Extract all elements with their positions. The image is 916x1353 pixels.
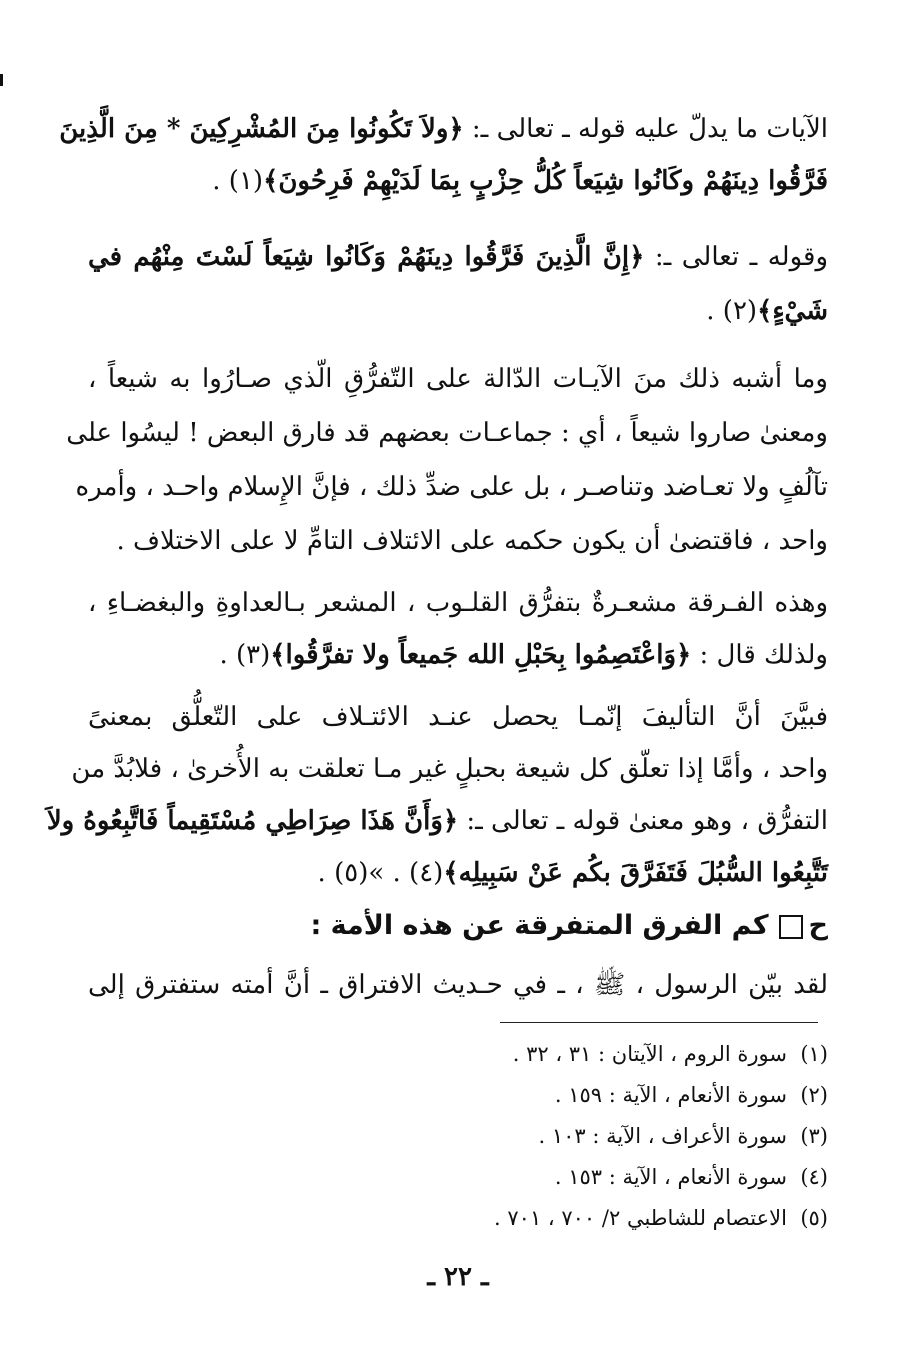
text-line — [88, 294, 828, 328]
footnote-ref: (١) . — [212, 166, 264, 196]
text-line: ولذلك قال : ﴿وَاعْتَصِمُوا بِحَبْلِ الله جَميعاً ولا تفرَّقُوا﴾(٣) . — [219, 640, 828, 670]
text-line: واحد ، وأمَّا إذا تعلّق كل شيعة بحبلٍ غير مـا تعلقت به الأُخرىٰ ، فلابُدَّ من — [71, 754, 828, 784]
page-number: ـ ٢٢ ـ — [427, 1262, 489, 1292]
section-heading — [88, 908, 828, 944]
quran-quote: تَتَّبِعُوا السُّبُلَ فَتَفَرَّقَ بكُم عَنْ سَبِيلِه﴾ — [443, 858, 828, 888]
text-line — [88, 856, 828, 890]
text-line: وما أشبه ذلك منَ الآيـات الدّالة على التّفرُّقِ الّذي صـارُوا به شيعاً ، — [88, 364, 828, 394]
quran-quote: شَيْءٍ﴾ — [757, 296, 828, 326]
checkbox-square-icon — [779, 915, 803, 939]
text-line — [88, 164, 828, 198]
text-line: ومعنىٰ صاروا شيعاً ، أي : جماعـات بعضهم قد فارق البعض ! ليسُوا على — [66, 418, 828, 448]
footnote-divider — [500, 1022, 818, 1023]
footnote: (٣) سورة الأعراف ، الآية : ١٠٣ . — [538, 1124, 828, 1148]
quran-quote: ﴿وَاعْتَصِمُوا بِحَبْلِ الله جَميعاً ولا تفرَّقُوا﴾ — [270, 640, 692, 670]
footnote: (٥) الاعتصام للشاطبي ٢/ ٧٠٠ ، ٧٠١ . — [494, 1206, 828, 1230]
quran-quote: ﴿إِنَّ الَّذِينَ فَرَّقُوا دِينَهُمْ وَكَانُوا شِيَعاً لَسْتَ مِنْهُم في — [88, 242, 645, 272]
text-line: التفرُّق ، وهو معنىٰ قوله ـ تعالى ـ: ﴿وَأَنَّ هَذَا صِرَاطِي مُسْتَقِيماً فَاتَّبِعُوهُ ولاَ — [46, 806, 828, 836]
text-line: تآلُفٍ ولا تعـاضد وتناصـر ، بل على ضدِّ ذلك ، فإنَّ الإِسلام واحـد ، وأمره — [75, 472, 828, 502]
heading-text: كم الفرق المتفرقة عن هذه الأمة : — [310, 910, 769, 941]
margin-mark — [0, 74, 3, 86]
quran-quote: فَرَّقُوا دِينَهُمْ وكَانُوا شِيَعاً كُلُّ حِزْبٍ بِمَا لَدَيْهِمْ فَرِحُونَ﴾ — [263, 166, 828, 196]
text-line: وهذه الفـرقة مشعـرةٌ بتفرُّق القلـوب ، المشعر بـالعداوةِ والبغضـاءِ ، — [88, 588, 828, 618]
quran-quote: ﴿وَأَنَّ هَذَا صِرَاطِي مُسْتَقِيماً فَاتَّبِعُوهُ ولاَ — [46, 806, 459, 836]
heading-letter: ح — [808, 910, 828, 941]
footnote-ref: (٢) . — [706, 296, 758, 326]
text-line: لقد بيّن الرسول ، ﷺ ، ـ في حـديث الافتراق ـ أنَّ أمته ستفترق إلى — [88, 970, 828, 1000]
footnote: (٤) سورة الأنعام ، الآية : ١٥٣ . — [554, 1165, 828, 1189]
quran-quote: ﴿ولاَ تَكُونُوا مِنَ المُشْرِكِينَ * مِنَ الَّذِينَ — [59, 114, 464, 144]
text-line: الآيات ما يدلّ عليه قوله ـ تعالى ـ: ﴿ولاَ تَكُونُوا مِنَ المُشْرِكِينَ * مِنَ الَّذِينَ — [59, 114, 828, 144]
footnote-ref: (٤) . »(٥) . — [317, 858, 444, 888]
footnote: (١) سورة الروم ، الآيتان : ٣١ ، ٣٢ . — [512, 1042, 828, 1066]
text-line: فبيَّنَ أنَّ التأليفَ إنّمـا يحصل عنـد الائتـلاف على التّعلُّق بمعنىً — [88, 702, 828, 732]
text-line: وقوله ـ تعالى ـ: ﴿إِنَّ الَّذِينَ فَرَّقُوا دِينَهُمْ وَكَانُوا شِيَعاً لَسْتَ مِنْهُم في — [88, 242, 828, 272]
footnote: (٢) سورة الأنعام ، الآية : ١٥٩ . — [554, 1083, 828, 1107]
text-line: واحد ، فاقتضىٰ أن يكون حكمه على الائتلاف التامِّ لا على الاختلاف . — [116, 526, 828, 556]
footnote-ref: (٣) . — [219, 640, 271, 670]
